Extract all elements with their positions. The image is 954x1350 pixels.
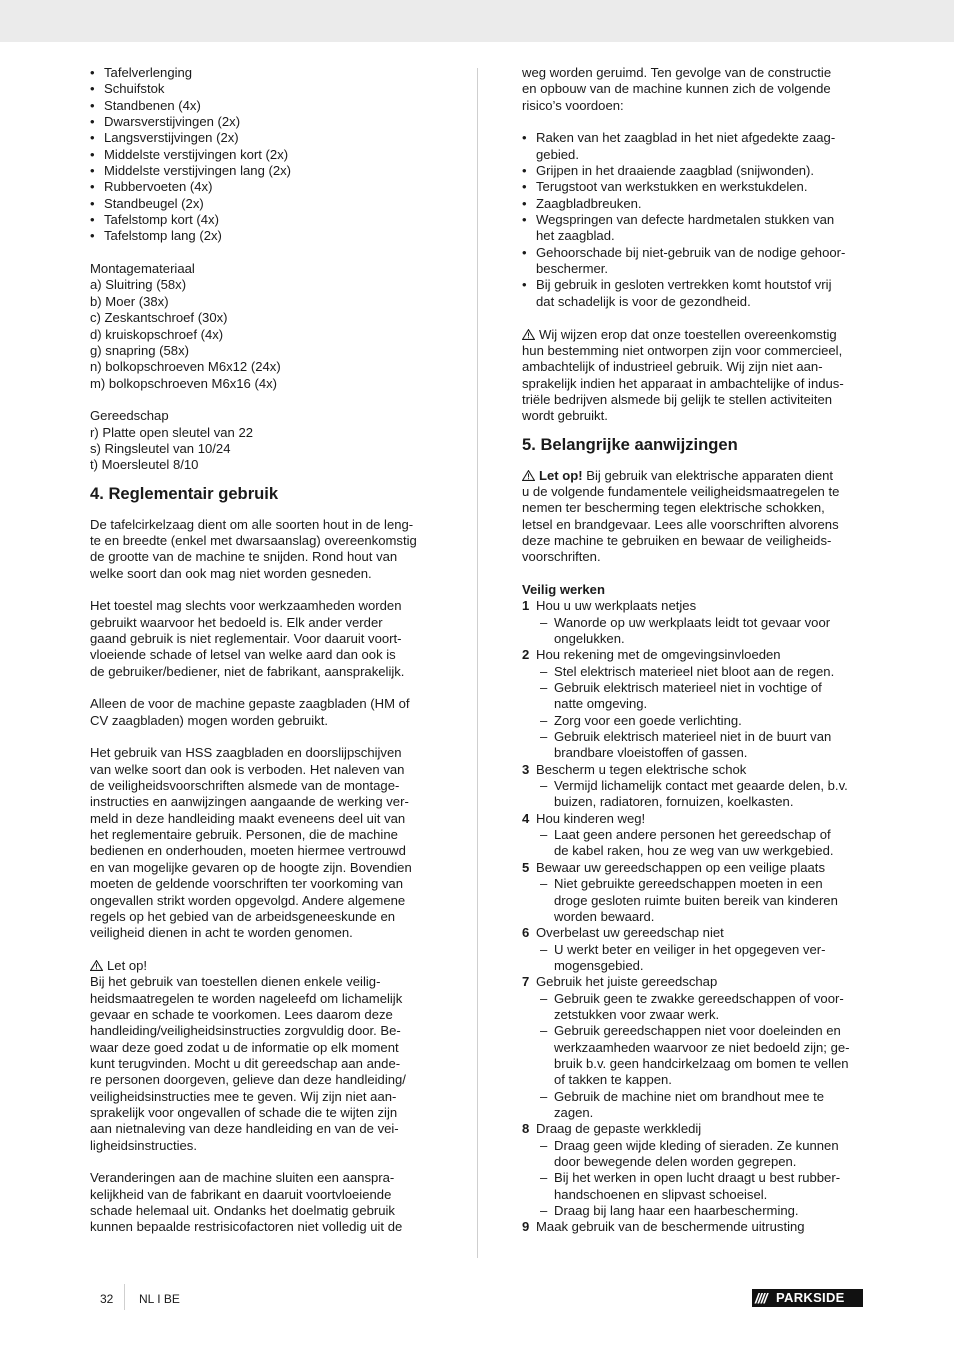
text-line: ligheidsinstructies. xyxy=(90,1137,197,1153)
text-line: vloeiende schade of letsel van welke aard dan ook is xyxy=(90,647,396,663)
paragraph-use-restrictions xyxy=(90,598,432,680)
text-line: • Terugstoot van werkstukken en werkstukdelen. xyxy=(536,179,808,195)
parts-list-item: • Middelste verstijvingen lang (2x) xyxy=(90,163,432,179)
rule-subitem xyxy=(522,991,863,1024)
risk-list-item xyxy=(522,163,863,179)
text-line: te en breedte (enkel met dwarsaanslag) overeenkomstig xyxy=(90,532,417,548)
text-line: Het gebruik van HSS zaagbladen en doorslijpschijven xyxy=(90,745,402,761)
commercial-use-line: Wij wijzen erop dat onze toestellen overeenkomstig xyxy=(539,326,837,342)
text-line: schade helemaal uit. Ondanks het doelmatig gebruik xyxy=(90,1203,395,1219)
text-line: risico’s voordoen: xyxy=(522,97,624,113)
mounting-list-item: b) Moer (38x) xyxy=(90,293,169,309)
top-header-band xyxy=(0,0,954,42)
text-line: • Bij gebruik in gesloten vertrekken komt houtstof vrij xyxy=(536,277,832,293)
parts-list-item: • Standbeugel (2x) xyxy=(90,196,432,212)
logo-wordmark: PARKSIDE xyxy=(776,1290,845,1305)
text-line: letsel en brandgevaar. Lees alle voorschriften alvorens xyxy=(522,516,839,532)
safety-rule xyxy=(522,860,863,876)
rule-subitem xyxy=(522,680,863,713)
logo-stripes-icon: //// xyxy=(755,1290,767,1306)
text-line: – Stel elektrisch materieel niet bloot aan de regen. xyxy=(554,663,835,679)
rule-number: 9 xyxy=(522,1219,530,1235)
rule-number: 1 xyxy=(522,598,530,614)
text-line: sprakelijk indien het apparaat in ambachtelijke of indus- xyxy=(522,375,844,391)
risk-list-item xyxy=(522,196,863,212)
paragraph-intended-use xyxy=(90,517,432,582)
mounting-list xyxy=(90,277,432,391)
text-line: worden bewaard. xyxy=(554,908,655,924)
text-line: weg worden geruimd. Ten gevolge van de constructie xyxy=(522,65,832,80)
paragraph-risks-intro xyxy=(522,65,863,114)
text-line: deze machine te gebruiken en bewaar de veiligheids- xyxy=(522,532,832,548)
text-line: de kabel raken, hou ze weg van uw werkgebied. xyxy=(554,843,834,859)
rule-number: 2 xyxy=(522,647,530,663)
rule-subitem xyxy=(522,615,863,648)
mounting-list-item: n) bolkopschroeven M6x12 (24x) xyxy=(90,359,281,375)
footer-divider xyxy=(124,1284,125,1310)
rule-number: 6 xyxy=(522,925,530,941)
mounting-list-item: m) bolkopschroeven M6x16 (4x) xyxy=(90,375,278,391)
text-line: handleiding/veiligheidsinstructies zorgvuldig door. Be- xyxy=(90,1023,401,1039)
risk-list-item xyxy=(522,212,863,245)
rule-number: 7 xyxy=(522,974,530,990)
text-line: – Gebruik gereedschappen niet voor doeleinden en xyxy=(554,1023,841,1039)
text-line: gevaar en schade te voorkomen. Lees daarom deze xyxy=(90,1006,393,1022)
warning-triangle-icon xyxy=(522,329,535,340)
safety-rule xyxy=(522,647,863,663)
safety-rule xyxy=(522,762,863,778)
text-line: De tafelcirkelzaag dient om alle soorten hout in de leng- xyxy=(90,516,414,532)
text-line: – U werkt beter en veiliger in het opgegeven ver- xyxy=(554,941,826,957)
rule-subitem xyxy=(522,827,863,860)
mounting-list-item: c) Zeskantschroef (30x) xyxy=(90,310,228,326)
safety-rules-list xyxy=(522,598,863,1235)
rule-number: 5 xyxy=(522,859,530,875)
text-line: Alleen de voor de machine gepaste zaagbladen (HM of xyxy=(90,696,410,712)
text-line: ambachtelijk of industrieel gebruik. Wij zijn niet aan- xyxy=(522,359,823,375)
left-column xyxy=(90,65,432,1236)
risk-list-item xyxy=(522,245,863,278)
text-line: – Niet gebruikte gereedschappen moeten in een xyxy=(554,876,823,892)
text-line: • Grijpen in het draaiende zaagblad (snijwonden). xyxy=(536,163,815,179)
text-line: veiligheid dienen in acht te worden genomen. xyxy=(90,925,353,941)
text-line: – Gebruik de machine niet om brandhout mee te xyxy=(554,1088,825,1104)
text-line: Bij het gebruik van toestellen dienen enkele veilig- xyxy=(90,974,381,990)
mounting-list-item: d) kruiskopschroef (4x) xyxy=(90,326,224,342)
parts-list xyxy=(90,65,432,245)
parts-list-item: • Tafelverlenging xyxy=(90,65,432,81)
section-5-heading: 5. Belangrijke aanwijzingen xyxy=(522,434,738,454)
parts-list-item: • Tafelstomp kort (4x) xyxy=(90,212,432,228)
rule-title: Overbelast uw gereedschap niet xyxy=(536,925,724,941)
risk-list-item xyxy=(522,179,863,195)
tools-list xyxy=(90,425,432,474)
text-line: brandbare vloeistoffen of gassen. xyxy=(554,745,748,761)
text-line: – Bij het werken in open lucht draagt u best rubber- xyxy=(554,1170,841,1186)
rule-number: 3 xyxy=(522,761,530,777)
parts-list-item: • Middelste verstijvingen kort (2x) xyxy=(90,147,432,163)
text-line: de gebruiker/bediener, niet de fabrikant, aansprakelijk. xyxy=(90,663,405,679)
text-line: – Gebruik elektrisch materieel niet in vochtige of xyxy=(554,680,822,696)
rule-title: Hou kinderen weg! xyxy=(536,810,646,826)
rule-subitem xyxy=(522,729,863,762)
text-line: aan nietnaleving van deze handleiding en van de vei- xyxy=(90,1121,399,1137)
column-divider xyxy=(477,68,478,1258)
text-line: zetstukken voor zwaar werk. xyxy=(554,1006,720,1022)
text-line: of takken te kappen. xyxy=(554,1072,672,1088)
rule-title: Maak gebruik van de beschermende uitrusting xyxy=(536,1219,805,1235)
text-line: – Wanorde op uw werkplaats leidt tot gevaar voor xyxy=(554,614,831,630)
paragraph-important-notes xyxy=(522,468,863,566)
text-line: voorschriften. xyxy=(522,549,601,565)
text-line: kunt terugvinden. Mocht u dit gereedschap aan ande- xyxy=(90,1055,401,1071)
text-line: heidsmaatregelen te worden nageleefd om lichamelijk xyxy=(90,990,403,1006)
text-line: het reglementaire gebruik. Personen, die de machine xyxy=(90,827,398,843)
text-line: – Draag geen wijde kleding of sieraden. Ze kunnen xyxy=(554,1137,839,1153)
rule-number: 8 xyxy=(522,1121,530,1137)
text-line: u de volgende fundamentele veiligheidsmaatregelen te xyxy=(522,483,840,499)
text-line: ongelukken. xyxy=(554,631,625,646)
warning-triangle-icon xyxy=(90,960,103,971)
warning-line xyxy=(90,958,432,974)
rule-title: Bewaar uw gereedschappen op een veilige plaats xyxy=(536,859,825,875)
paragraph-hss-prohibited xyxy=(90,745,432,941)
page-footer xyxy=(0,1284,954,1314)
text-line: – Gebruik geen te zwakke gereedschappen of voor- xyxy=(554,990,844,1006)
text-line: waar deze goed zodat u de informatie op elk moment xyxy=(90,1039,399,1055)
safety-rule xyxy=(522,974,863,990)
paragraph-liability xyxy=(90,1170,432,1235)
parts-list-item: • Tafelstomp lang (2x) xyxy=(90,228,432,244)
text-line: Veranderingen aan de machine sluiten een aanspra- xyxy=(90,1170,395,1186)
text-line: wordt gebruikt. xyxy=(522,408,608,424)
warning-triangle-icon xyxy=(522,470,535,481)
tools-list-item: t) Moersleutel 8/10 xyxy=(90,457,199,473)
text-line: meld in deze handleiding maakt eveneens deel uit van xyxy=(90,810,406,826)
text-line: – Vermijd lichamelijk contact met geaarde delen, b.v. xyxy=(554,778,848,794)
tools-title: Gereedschap xyxy=(90,408,169,424)
parkside-logo xyxy=(752,1289,863,1307)
rule-subitem xyxy=(522,1089,863,1122)
parts-list-item: • Rubbervoeten (4x) xyxy=(90,179,432,195)
page-number: 32 xyxy=(100,1292,114,1306)
text-line: Het toestel mag slechts voor werkzaamheden worden xyxy=(90,598,402,614)
text-line: gebied. xyxy=(536,146,579,162)
text-line: triële bedrijven alsmede bij gelijk te stellen activiteiten xyxy=(522,391,833,407)
text-line: droge gesloten ruimte buiten bereik van kinderen xyxy=(554,892,838,908)
rule-title: Hou u uw werkplaats netjes xyxy=(536,598,697,614)
safety-rule xyxy=(522,925,863,941)
safety-rule xyxy=(522,811,863,827)
text-line: beschermer. xyxy=(536,261,609,277)
rule-subitem xyxy=(522,1138,863,1171)
rule-title: Gebruik het juiste gereedschap xyxy=(536,974,718,990)
text-line: buizen, radiatoren, fornuizen, koelkasten. xyxy=(554,794,794,810)
text-line: sprakelijk voor ongevallen of schade die te wijten zijn xyxy=(90,1104,398,1120)
rule-number: 4 xyxy=(522,810,530,826)
text-line: kunnen bepaalde restrisicofactoren niet volledig uit de xyxy=(90,1219,403,1235)
text-line: handschoenen en slipvast schoeisel. xyxy=(554,1186,768,1202)
rule-title: Hou rekening met de omgevingsinvloeden xyxy=(536,647,781,663)
text-line: regels op het gebied van de arbeidsgeneeskunde en xyxy=(90,908,396,924)
text-line: werkzaamheden waarvoor ze niet bedoeld zijn; ge- xyxy=(554,1039,850,1055)
text-line: nemen ter bescherming tegen elektrische schokken, xyxy=(522,500,825,516)
text-line: kelijkheid van de fabrikant en daaruit voortvloeiende xyxy=(90,1186,392,1202)
text-line: welke soort dan ook mag niet worden gesneden. xyxy=(90,565,372,581)
rule-subitem xyxy=(522,713,863,729)
text-line: natte omgeving. xyxy=(554,696,648,712)
mounting-list-item: g) snapring (58x) xyxy=(90,342,189,358)
risk-list-item xyxy=(522,130,863,163)
risk-list xyxy=(522,130,863,310)
tools-list-item: r) Platte open sleutel van 22 xyxy=(90,424,254,440)
text-line: • Raken van het zaagblad in het niet afgedekte zaag- xyxy=(536,130,836,146)
warning-label: Let op! xyxy=(107,957,148,973)
text-line: gaand gebruik is niet reglementair. Voor daaruit voort- xyxy=(90,631,402,646)
text-line: ongevallen strikt worden opgevolgd. Andere algemene xyxy=(90,892,406,908)
text-line: – Zorg voor een goede verlichting. xyxy=(554,712,742,728)
safety-rule xyxy=(522,1121,863,1137)
rule-subitem xyxy=(522,942,863,975)
text-line: CV zaagbladen) mogen worden gebruikt. xyxy=(90,712,329,728)
text-line: – Draag bij lang haar een haarbescherming. xyxy=(554,1203,799,1219)
text-line: mogensgebied. xyxy=(554,957,644,973)
text-line: • Wegspringen van defecte hardmetalen stukken van xyxy=(536,212,835,228)
text-line: door bewegende delen worden gegrepen. xyxy=(554,1154,797,1169)
risk-list-item xyxy=(522,277,863,310)
text-line: – Laat geen andere personen het gereedschap of xyxy=(554,827,831,843)
text-line: • Gehoorschade bij niet-gebruik van de nodige gehoor- xyxy=(536,244,846,260)
text-line: gebruikt waarvoor het bedoeld is. Elk ander verder xyxy=(90,614,383,630)
rule-title: Draag de gepaste werkkledij xyxy=(536,1121,702,1137)
paragraph-safety-instructions xyxy=(90,974,432,1154)
text-line: • Zaagbladbreuken. xyxy=(536,195,642,211)
parts-list-item: • Dwarsverstijvingen (2x) xyxy=(90,114,432,130)
rule-subitem xyxy=(522,1170,863,1203)
text-line: – Gebruik elektrisch materieel niet in de buurt van xyxy=(554,729,832,745)
text-line: van welke soort dan ook is verboden. Het naleven van xyxy=(90,761,405,777)
text-line: de grootte van de machine te snijden. Rond hout van xyxy=(90,549,398,565)
parts-list-item: • Langsverstijvingen (2x) xyxy=(90,130,432,146)
important-notes-line: Bij gebruik van elektrische apparaten dient xyxy=(582,467,834,483)
text-line: bruik b.v. geen handcirkelzaag om bomen te vellen xyxy=(554,1055,849,1071)
text-line: de veiligheidsvoorschriften alsmede van de montage- xyxy=(90,778,400,794)
rule-subitem xyxy=(522,1023,863,1088)
text-line: en opbouw van de machine kunnen zich de volgende xyxy=(522,81,831,97)
text-line: zagen. xyxy=(554,1104,594,1120)
rule-subitem xyxy=(522,876,863,925)
language-code: NL I BE xyxy=(139,1292,180,1306)
right-column xyxy=(522,65,863,1236)
text-line: het zaagblad. xyxy=(536,228,615,244)
rule-subitem xyxy=(522,778,863,811)
paragraph-commercial-use xyxy=(522,327,863,425)
safety-rule xyxy=(522,598,863,614)
rule-subitem xyxy=(522,664,863,680)
parts-list-item: • Schuifstok xyxy=(90,81,432,97)
rule-subitem xyxy=(522,1203,863,1219)
tools-list-item: s) Ringsleutel van 10/24 xyxy=(90,440,231,456)
rule-title: Bescherm u tegen elektrische schok xyxy=(536,761,747,777)
warning-label: Let op! xyxy=(539,467,583,483)
text-line: bedienen en onderhouden, moeten hiermee vertrouwd xyxy=(90,843,406,859)
section-4-heading: 4. Reglementair gebruik xyxy=(90,483,279,503)
paragraph-saw-blades xyxy=(90,696,432,729)
text-line: moeten de geldende voorschriften ter voorkoming van xyxy=(90,876,403,892)
safety-subheading: Veilig werken xyxy=(522,581,605,597)
text-line: instructies en aanwijzingen aangaande de werking ver- xyxy=(90,794,409,810)
text-line: veiligheidsinstructies mee te geven. Wij zijn niet aan- xyxy=(90,1088,397,1104)
text-line: re personen doorgeven, gelieve dan deze handleiding/ xyxy=(90,1072,406,1088)
parts-list-item: • Standbenen (4x) xyxy=(90,98,432,114)
mounting-list-item: a) Sluitring (58x) xyxy=(90,277,187,293)
text-line: en van mogelijke gevaren op de hoogte zijn. Bovendien xyxy=(90,859,412,875)
text-line: hun bestemming niet ontworpen zijn voor commercieel, xyxy=(522,342,843,358)
mounting-title: Montagemateriaal xyxy=(90,261,195,277)
safety-rule xyxy=(522,1219,863,1235)
text-line: dat schadelijk is voor de gezondheid. xyxy=(536,293,751,309)
